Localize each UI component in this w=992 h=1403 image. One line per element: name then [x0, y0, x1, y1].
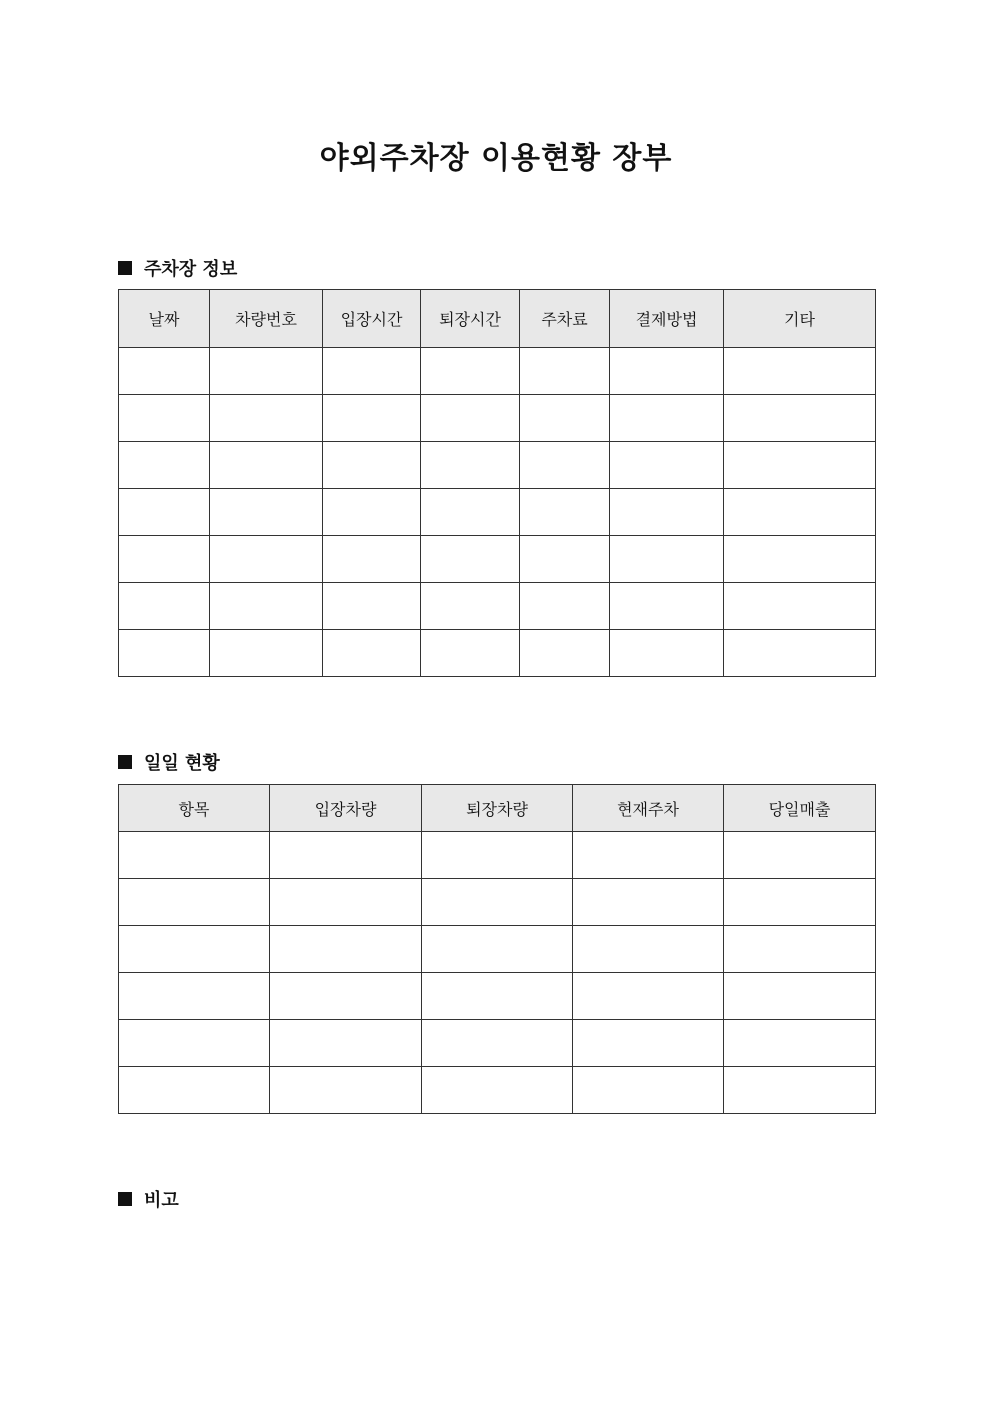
- parking-info-table-cell[interactable]: [421, 489, 520, 536]
- parking-info-table-cell[interactable]: [610, 489, 724, 536]
- daily-status-table-cell[interactable]: [270, 832, 422, 879]
- parking-info-header-row: [119, 290, 876, 348]
- parking-info-table-row: [119, 536, 876, 583]
- daily-status-table-cell[interactable]: [422, 879, 573, 926]
- daily-status-table-cell[interactable]: [422, 926, 573, 973]
- parking-info-table-cell[interactable]: [724, 630, 876, 677]
- daily-status-header-row: [119, 785, 876, 832]
- parking-info-table-cell[interactable]: [610, 442, 724, 489]
- column-header-entered-vehicles: 입장차량: [270, 785, 422, 832]
- parking-info-table-cell[interactable]: [421, 583, 520, 630]
- daily-status-table-cell[interactable]: [119, 879, 270, 926]
- daily-status-table-cell[interactable]: [422, 832, 573, 879]
- daily-status-table-cell[interactable]: [724, 1020, 876, 1067]
- daily-status-table-row: [119, 832, 876, 879]
- parking-info-table-cell[interactable]: [119, 442, 210, 489]
- column-header-other: 기타: [724, 290, 876, 348]
- daily-status-table-cell[interactable]: [573, 1020, 724, 1067]
- parking-info-table-cell[interactable]: [323, 583, 421, 630]
- parking-info-table-cell[interactable]: [724, 395, 876, 442]
- parking-info-table-cell[interactable]: [210, 583, 323, 630]
- parking-info-table-row: [119, 395, 876, 442]
- parking-info-table-cell[interactable]: [724, 442, 876, 489]
- daily-status-table-cell[interactable]: [573, 879, 724, 926]
- parking-info-table-cell[interactable]: [724, 348, 876, 395]
- parking-info-table-cell[interactable]: [210, 348, 323, 395]
- parking-info-table-cell[interactable]: [210, 442, 323, 489]
- parking-info-table-cell[interactable]: [119, 489, 210, 536]
- parking-info-table-cell[interactable]: [724, 583, 876, 630]
- parking-info-table-cell[interactable]: [520, 395, 610, 442]
- page-title: 야외주차장 이용현황 장부: [319, 141, 673, 176]
- parking-info-table-cell[interactable]: [610, 536, 724, 583]
- parking-info-table: [118, 289, 876, 677]
- parking-info-table-cell[interactable]: [520, 630, 610, 677]
- parking-info-table-cell[interactable]: [421, 536, 520, 583]
- daily-status-table-row: [119, 926, 876, 973]
- parking-info-table-cell[interactable]: [421, 630, 520, 677]
- daily-status-table-row: [119, 1067, 876, 1114]
- daily-status-table-cell[interactable]: [119, 832, 270, 879]
- daily-status-table-row: [119, 1020, 876, 1067]
- daily-status-table-cell[interactable]: [724, 973, 876, 1020]
- remarks-heading-label: 비고: [144, 1190, 179, 1211]
- column-header-exited-vehicles: 퇴장차량: [422, 785, 573, 832]
- daily-status-heading-label: 일일 현황: [144, 753, 220, 774]
- parking-info-table-cell[interactable]: [421, 395, 520, 442]
- remarks-heading: [118, 1186, 179, 1212]
- parking-info-table-cell[interactable]: [421, 442, 520, 489]
- parking-info-table-cell[interactable]: [610, 395, 724, 442]
- daily-status-table-cell[interactable]: [119, 1067, 270, 1114]
- column-header-currently-parked: 현재주차: [573, 785, 724, 832]
- daily-status-table-cell[interactable]: [270, 879, 422, 926]
- parking-info-table-cell[interactable]: [119, 536, 210, 583]
- daily-status-table-cell[interactable]: [119, 1020, 270, 1067]
- parking-info-table-cell[interactable]: [724, 536, 876, 583]
- column-header-exit-time: 퇴장시간: [421, 290, 520, 348]
- daily-status-table-cell[interactable]: [270, 1067, 422, 1114]
- parking-info-table-row: [119, 442, 876, 489]
- parking-info-table-cell[interactable]: [520, 348, 610, 395]
- column-header-payment-method: 결제방법: [610, 290, 724, 348]
- daily-status-table-cell[interactable]: [422, 1067, 573, 1114]
- parking-info-table-cell[interactable]: [323, 348, 421, 395]
- daily-status-table-cell[interactable]: [270, 926, 422, 973]
- parking-info-table-row: [119, 348, 876, 395]
- parking-info-table-cell[interactable]: [610, 348, 724, 395]
- daily-status-table-cell[interactable]: [573, 973, 724, 1020]
- parking-info-table-row: [119, 489, 876, 536]
- daily-status-table-cell[interactable]: [573, 1067, 724, 1114]
- daily-status-table-cell[interactable]: [724, 879, 876, 926]
- daily-status-table-cell[interactable]: [573, 832, 724, 879]
- daily-status-heading: [118, 749, 220, 775]
- parking-info-heading: [118, 255, 237, 281]
- daily-status-table-cell[interactable]: [422, 973, 573, 1020]
- parking-info-table-cell[interactable]: [520, 489, 610, 536]
- daily-status-table-cell[interactable]: [270, 1020, 422, 1067]
- square-bullet-icon: [118, 261, 132, 275]
- parking-info-table-cell[interactable]: [520, 442, 610, 489]
- column-header-date: 날짜: [119, 290, 210, 348]
- parking-info-table-cell[interactable]: [610, 583, 724, 630]
- daily-status-table-cell[interactable]: [270, 973, 422, 1020]
- parking-info-table-cell[interactable]: [119, 630, 210, 677]
- parking-info-table-cell[interactable]: [323, 442, 421, 489]
- daily-status-table-cell[interactable]: [724, 832, 876, 879]
- column-header-entry-time: 입장시간: [323, 290, 421, 348]
- daily-status-table-cell[interactable]: [119, 926, 270, 973]
- daily-status-table-cell[interactable]: [422, 1020, 573, 1067]
- daily-status-table-row: [119, 879, 876, 926]
- column-header-parking-fee: 주차료: [520, 290, 610, 348]
- column-header-vehicle-number: 차량번호: [210, 290, 323, 348]
- parking-info-table-cell[interactable]: [323, 489, 421, 536]
- parking-info-table-cell[interactable]: [323, 395, 421, 442]
- parking-info-table-cell[interactable]: [119, 348, 210, 395]
- daily-status-table-cell[interactable]: [573, 926, 724, 973]
- parking-info-heading-label: 주차장 정보: [144, 259, 238, 280]
- parking-info-table-row: [119, 630, 876, 677]
- column-header-item: 항목: [119, 785, 270, 832]
- parking-info-table-cell[interactable]: [323, 536, 421, 583]
- parking-info-table-cell[interactable]: [210, 489, 323, 536]
- parking-info-table-cell[interactable]: [119, 583, 210, 630]
- parking-info-table-cell[interactable]: [421, 348, 520, 395]
- parking-info-table-cell[interactable]: [520, 583, 610, 630]
- parking-info-table-cell[interactable]: [210, 536, 323, 583]
- parking-info-table-cell[interactable]: [119, 395, 210, 442]
- parking-info-table-row: [119, 583, 876, 630]
- column-header-daily-sales: 당일매출: [724, 785, 876, 832]
- parking-info-table-cell[interactable]: [323, 630, 421, 677]
- daily-status-table-row: [119, 973, 876, 1020]
- square-bullet-icon: [118, 755, 132, 769]
- parking-info-table-cell[interactable]: [210, 630, 323, 677]
- square-bullet-icon: [118, 1192, 132, 1206]
- daily-status-table-cell[interactable]: [724, 1067, 876, 1114]
- daily-status-table-cell[interactable]: [724, 926, 876, 973]
- parking-info-table-cell[interactable]: [520, 536, 610, 583]
- daily-status-table: [118, 784, 876, 1114]
- parking-info-table-cell[interactable]: [724, 489, 876, 536]
- parking-info-table-cell[interactable]: [210, 395, 323, 442]
- daily-status-table-cell[interactable]: [119, 973, 270, 1020]
- parking-info-table-cell[interactable]: [610, 630, 724, 677]
